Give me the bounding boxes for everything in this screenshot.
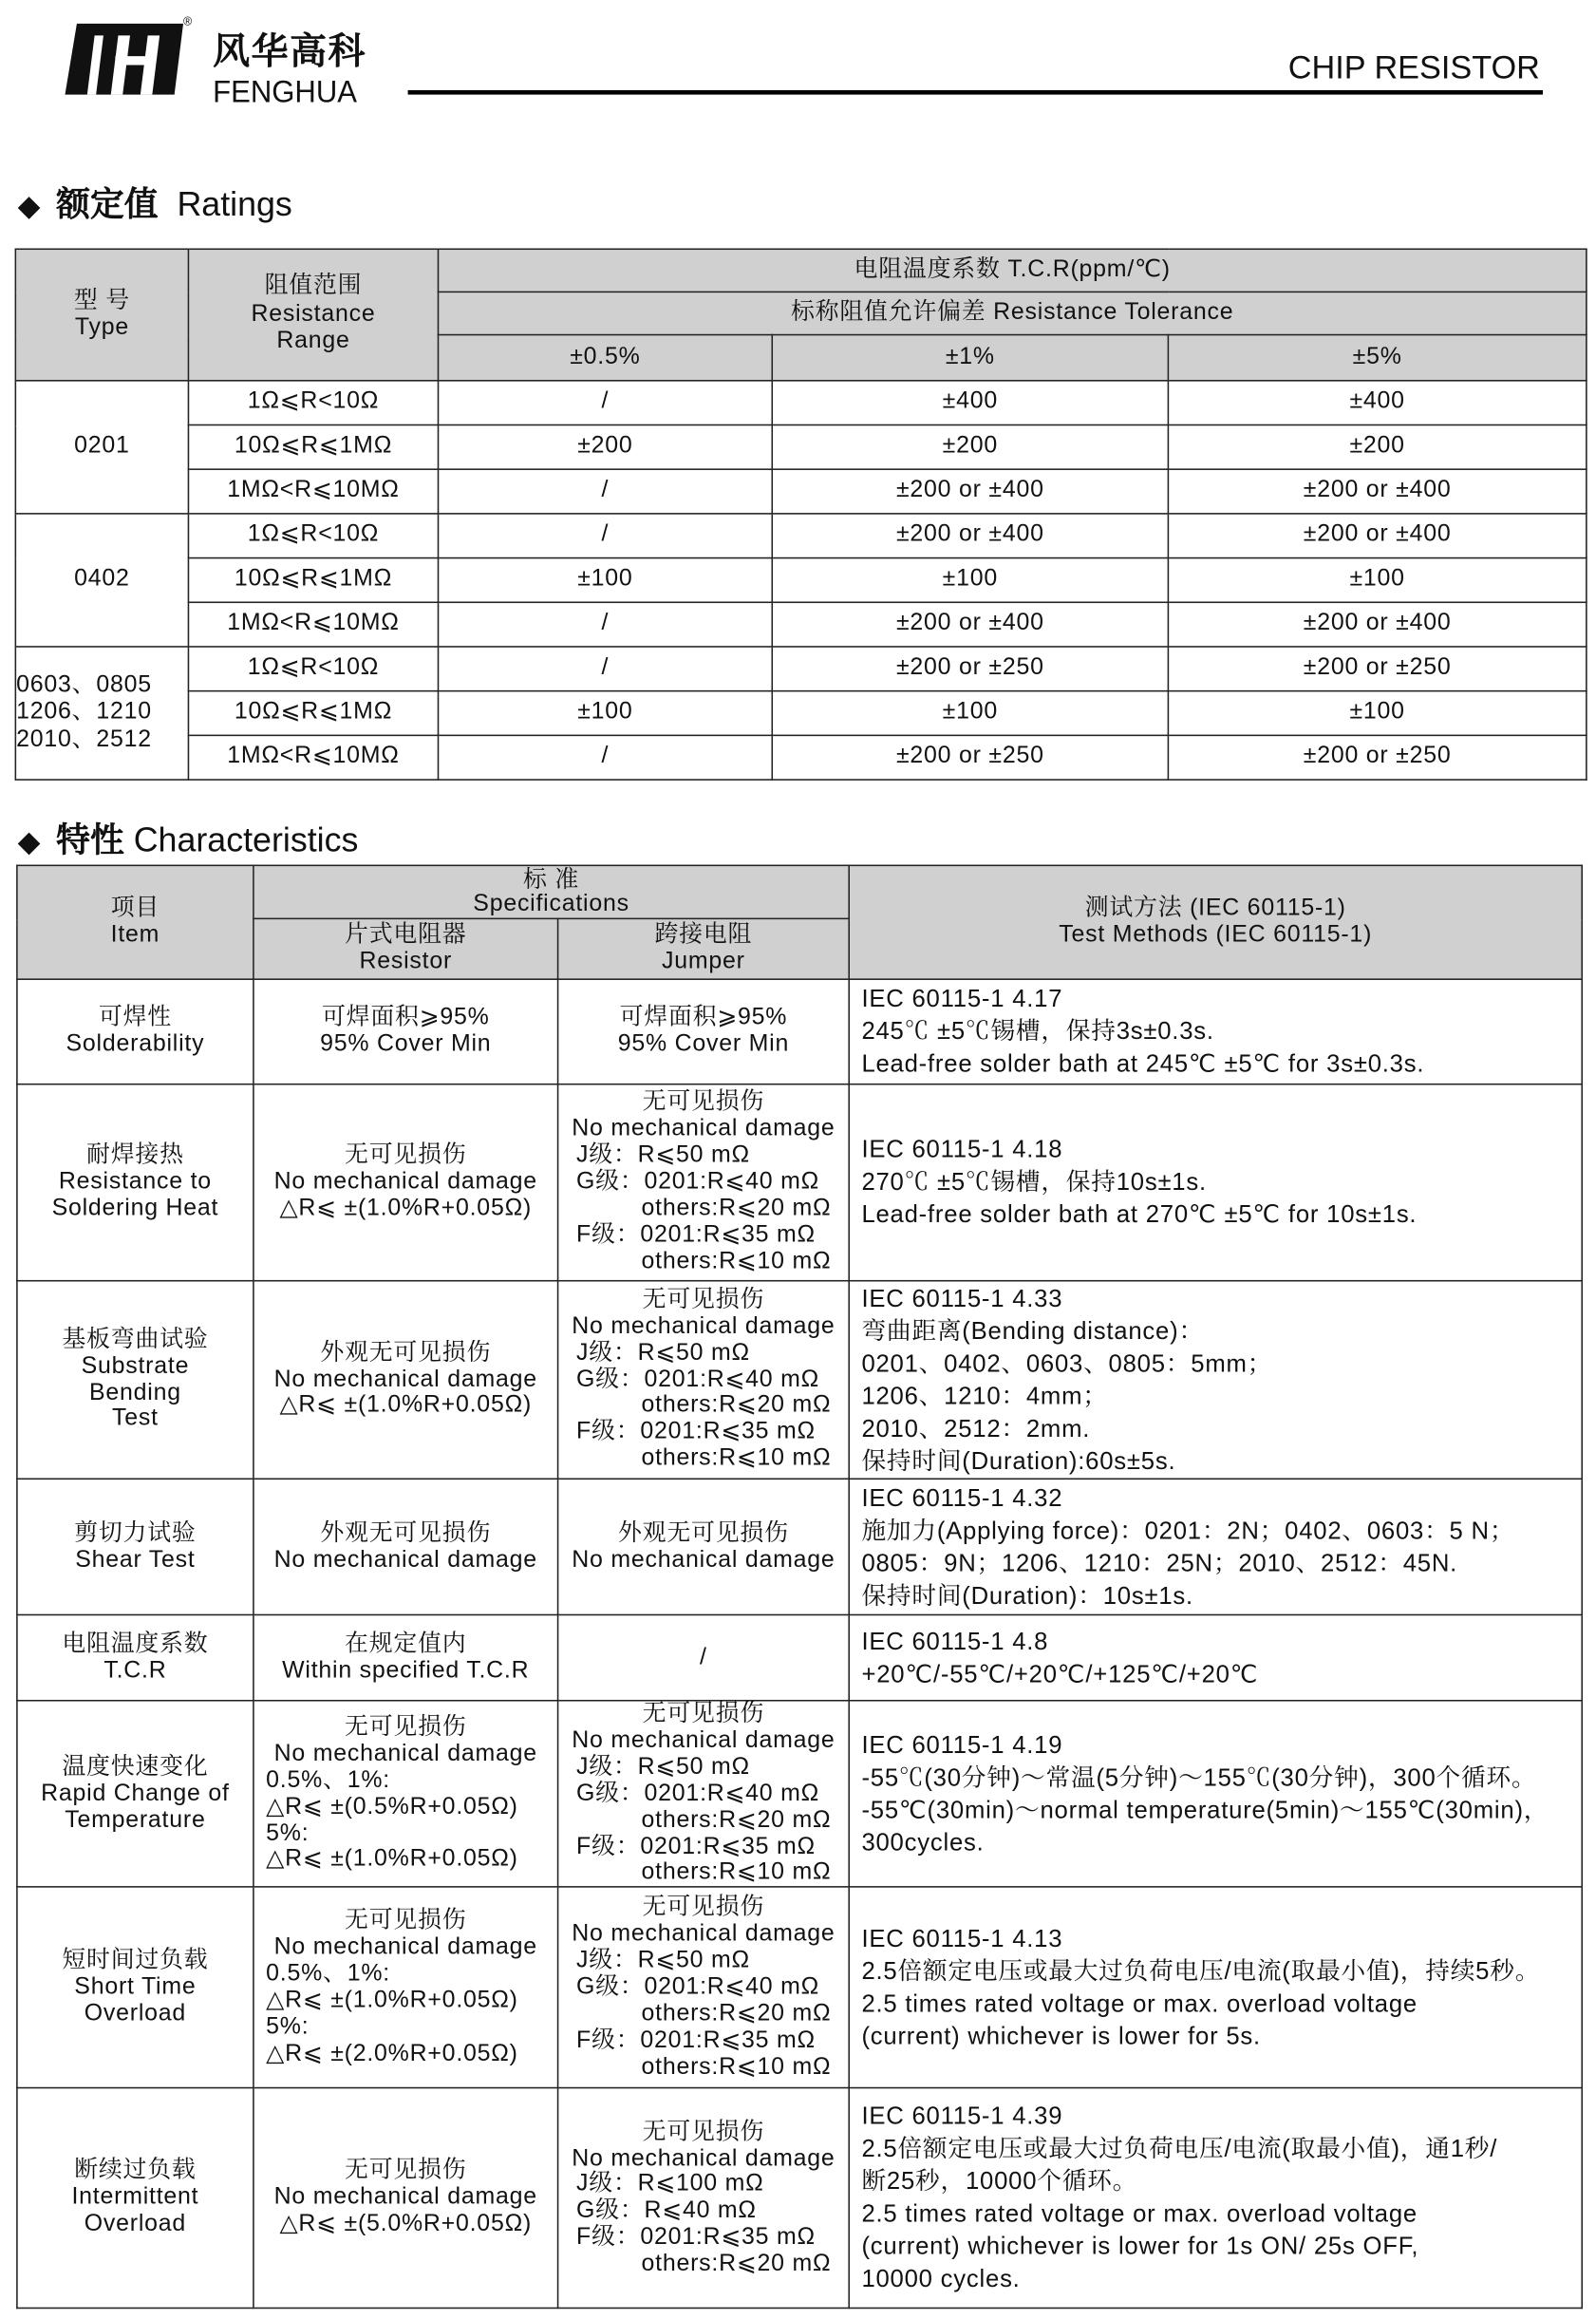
jumper-line: 95% Cover Min: [617, 1031, 790, 1057]
resistor-line: No mechanical damage: [273, 1934, 537, 1960]
resistor-line: 无可见损伤: [345, 1908, 467, 1934]
header-resistor: 片式电阻器 Resistor: [253, 918, 558, 979]
method-line: Lead-free solder bath at 270℃ ±5℃ for 10s±1s.: [861, 1201, 1418, 1229]
method-line: 2.5倍额定电压或最大过负荷电压/电流(取最小值)，通1秒/: [861, 2136, 1498, 2163]
jumper-line: others:R⩽20 mΩ: [641, 2251, 832, 2277]
resistor-line: △R⩽ ±(1.0%R+0.05Ω): [266, 1846, 518, 1873]
test-method-cell: [849, 1614, 1582, 1700]
registered-mark: ®: [183, 14, 193, 28]
resistor-spec-cell: [253, 1281, 558, 1480]
resistor-line: △R⩽ ±(2.0%R+0.05Ω): [266, 2040, 518, 2066]
header-tol-0-5: ±0.5%: [439, 335, 773, 381]
method-line: IEC 60115-1 4.13: [861, 1925, 1063, 1952]
jumper-line: J级：R⩽100 mΩ: [576, 2172, 764, 2197]
test-method-cell: [849, 979, 1582, 1084]
range-cell: 10Ω⩽R⩽1MΩ: [188, 558, 438, 603]
jumper-line: No mechanical damage: [572, 1727, 836, 1753]
tcr-cell: ±100: [772, 558, 1168, 603]
item-line: Overload: [84, 2001, 187, 2027]
tcr-cell: ±200 or ±250: [772, 735, 1168, 780]
method-line: 2010、2512：2mm.: [861, 1415, 1091, 1442]
table-row: [15, 735, 1587, 780]
jumper-line: others:R⩽10 mΩ: [641, 1859, 832, 1886]
test-method-cell: [849, 1701, 1582, 1888]
header-range: 阻值范围 Resistance Range: [188, 249, 438, 381]
jumper-line: others:R⩽20 mΩ: [641, 1392, 832, 1419]
characteristics-heading-en: Characteristics: [133, 820, 359, 859]
tcr-cell: ±100: [439, 691, 773, 736]
jumper-spec-cell: [558, 979, 850, 1084]
method-line: 0805：9N；1206、1210：25N；2010、2512：45N.: [861, 1549, 1458, 1577]
header-test-methods: 测试方法 (IEC 60115-1) Test Methods (IEC 60115-1): [849, 865, 1582, 979]
item-cell: [17, 1701, 253, 1888]
characteristics-heading: [18, 813, 359, 861]
resistor-line: No mechanical damage: [273, 1741, 537, 1766]
resistor-line: No mechanical damage: [273, 1367, 537, 1392]
resistor-line: △R⩽ ±(0.5%R+0.05Ω): [266, 1794, 518, 1819]
table-row: [15, 514, 1587, 558]
tcr-cell: ±200 or ±400: [772, 469, 1168, 514]
method-line: IEC 60115-1 4.19: [861, 1731, 1063, 1759]
resistor-line: 无可见损伤: [345, 2159, 467, 2184]
resistor-line: △R⩽ ±(1.0%R+0.05Ω): [279, 1392, 533, 1419]
jumper-line: J级：R⩽50 mΩ: [576, 1142, 750, 1168]
resistor-line: 无可见损伤: [345, 1714, 467, 1740]
resistor-line: 5%:: [266, 2014, 310, 2040]
method-line: +20℃/-55℃/+20℃/+125℃/+20℃: [861, 1660, 1259, 1687]
item-line: 耐焊接热: [86, 1142, 184, 1168]
item-line: Substrate: [81, 1353, 190, 1379]
type-label: 0201: [74, 433, 130, 459]
table-row: [15, 469, 1587, 514]
jumper-line: /: [700, 1644, 707, 1670]
jumper-line: G级：0201:R⩽40 mΩ: [576, 1367, 820, 1392]
tcr-cell: ±100: [1168, 558, 1586, 603]
jumper-line: others:R⩽20 mΩ: [641, 2001, 832, 2027]
jumper-line: others:R⩽10 mΩ: [641, 1445, 832, 1472]
characteristics-heading-cn: 特性: [56, 820, 124, 859]
jumper-line: 可焊面积⩾95%: [619, 1005, 788, 1031]
range-cell: 10Ω⩽R⩽1MΩ: [188, 691, 438, 736]
header-rule: [408, 90, 1543, 95]
tcr-cell: ±100: [1168, 691, 1586, 736]
tcr-cell: ±100: [439, 558, 773, 603]
table-row: [15, 381, 1587, 425]
jumper-spec-cell: [558, 1701, 850, 1888]
tcr-cell: ±200 or ±250: [772, 647, 1168, 691]
item-cell: [17, 1084, 253, 1281]
method-line: 保持时间(Duration):60s±5s.: [861, 1447, 1176, 1475]
tcr-cell: /: [439, 647, 773, 691]
resistor-spec-cell: [253, 1614, 558, 1700]
item-line: Resistance to: [58, 1169, 212, 1195]
type-label: 2010、2512: [16, 726, 152, 752]
jumper-line: 无可见损伤: [642, 1895, 765, 1921]
resistor-spec-cell: [253, 1887, 558, 2088]
resistor-line: 5%:: [266, 1819, 310, 1846]
test-method-cell: [849, 1887, 1582, 2088]
resistor-spec-cell: [253, 2088, 558, 2309]
characteristic-row: [17, 1701, 1582, 1888]
method-line: IEC 60115-1 4.32: [861, 1484, 1063, 1512]
item-line: T.C.R: [103, 1657, 167, 1684]
jumper-line: J级：R⩽50 mΩ: [576, 1340, 750, 1366]
method-line: 245℃ ±5℃锡槽，保持3s±0.3s.: [861, 1018, 1214, 1046]
logo-text-cn: 风华高科: [213, 30, 367, 73]
tcr-cell: ±400: [1168, 381, 1586, 425]
jumper-line: others:R⩽20 mΩ: [641, 1807, 832, 1833]
jumper-line: No mechanical damage: [572, 1546, 836, 1573]
item-cell: [17, 1281, 253, 1480]
resistor-line: △R⩽ ±(1.0%R+0.05Ω): [279, 1196, 533, 1221]
header-tol-5: ±5%: [1168, 335, 1586, 381]
test-method-cell: [849, 1281, 1582, 1480]
type-label: 0603、0805: [16, 672, 152, 698]
item-cell: [17, 1479, 253, 1614]
item-line: Test: [112, 1405, 159, 1432]
jumper-line: F级：0201:R⩽35 mΩ: [576, 2027, 816, 2053]
header-item: 项目 Item: [17, 865, 253, 979]
method-line: 0201、0402、0603、0805：5mm；: [861, 1349, 1273, 1377]
method-line: 2.5倍额定电压或最大过负荷电压/电流(取最小值)，持续5秒。: [861, 1958, 1541, 1986]
header-tcr: 电阻温度系数 T.C.R(ppm/℃): [439, 249, 1587, 292]
tcr-cell: /: [439, 381, 773, 425]
item-line: Solderability: [66, 1031, 205, 1057]
method-line: 10000 cycles.: [861, 2266, 1021, 2293]
resistor-spec-cell: [253, 979, 558, 1084]
diamond-bullet-icon: ◆: [17, 826, 41, 859]
logo-text-en: FENGHUA: [213, 75, 357, 110]
method-line: 弯曲距离(Bending distance)：: [861, 1317, 1204, 1345]
resistor-line: No mechanical damage: [273, 1169, 537, 1195]
jumper-line: F级：0201:R⩽35 mΩ: [576, 1419, 816, 1445]
table-row: [15, 691, 1587, 736]
diamond-bullet-icon: ◆: [17, 190, 41, 224]
resistor-line: 在规定值内: [345, 1631, 467, 1657]
method-line: IEC 60115-1 4.8: [861, 1628, 1049, 1655]
tcr-cell: ±200 or ±400: [772, 602, 1168, 647]
resistor-spec-cell: [253, 1479, 558, 1614]
tcr-cell: ±200: [772, 424, 1168, 469]
jumper-spec-cell: [558, 1614, 850, 1700]
resistor-line: 无可见损伤: [345, 1142, 467, 1168]
characteristic-row: [17, 979, 1582, 1084]
resistor-line: 0.5%、1%:: [266, 1767, 390, 1793]
jumper-line: G级：R⩽40 mΩ: [576, 2198, 757, 2224]
item-cell: [17, 1614, 253, 1700]
type-cell: [15, 647, 188, 780]
type-cell: [15, 514, 188, 647]
range-cell: 1Ω⩽R<10Ω: [188, 647, 438, 691]
jumper-line: F级：0201:R⩽35 mΩ: [576, 2224, 816, 2251]
range-cell: 1MΩ<R⩽10MΩ: [188, 602, 438, 647]
jumper-line: No mechanical damage: [572, 1116, 836, 1141]
jumper-line: others:R⩽20 mΩ: [641, 1196, 832, 1221]
item-cell: [17, 1887, 253, 2088]
resistor-line: Within specified T.C.R: [282, 1657, 530, 1684]
characteristic-row: [17, 1887, 1582, 2088]
range-cell: 10Ω⩽R⩽1MΩ: [188, 424, 438, 469]
tcr-cell: ±400: [772, 381, 1168, 425]
tcr-cell: /: [439, 735, 773, 780]
item-line: Short Time: [74, 1974, 197, 2000]
method-line: (current) whichever is lower for 1s ON/ 25s OFF,: [861, 2234, 1419, 2261]
method-line: 2.5 times rated voltage or max. overload voltage: [861, 2201, 1418, 2229]
jumper-spec-cell: [558, 2088, 850, 2309]
tcr-cell: ±100: [772, 691, 1168, 736]
jumper-line: No mechanical damage: [572, 1313, 836, 1339]
table-row: [15, 647, 1587, 691]
item-cell: [17, 979, 253, 1084]
range-cell: 1MΩ<R⩽10MΩ: [188, 735, 438, 780]
jumper-line: 无可见损伤: [642, 1701, 765, 1726]
method-line: 270℃ ±5℃锡槽，保持10s±1s.: [861, 1169, 1207, 1197]
range-cell: 1MΩ<R⩽10MΩ: [188, 469, 438, 514]
header-tol-1: ±1%: [772, 335, 1168, 381]
tcr-cell: /: [439, 514, 773, 558]
resistor-line: No mechanical damage: [273, 1546, 537, 1573]
header-type: 型 号 Type: [15, 249, 188, 381]
fenghua-logo: [65, 14, 404, 110]
fenghua-logo-mark-icon: [65, 21, 186, 98]
item-line: 电阻温度系数: [62, 1631, 209, 1657]
resistor-line: 0.5%、1%:: [266, 1961, 390, 1987]
type-label: 1206、1210: [16, 699, 152, 726]
table-row: [15, 558, 1587, 603]
jumper-spec-cell: [558, 1887, 850, 2088]
characteristic-row: [17, 1281, 1582, 1480]
jumper-line: No mechanical damage: [572, 1921, 836, 1948]
jumper-line: No mechanical damage: [572, 2145, 836, 2171]
table-row: [15, 424, 1587, 469]
header-specifications: 标 准 Specifications: [253, 865, 849, 918]
resistor-spec-cell: [253, 1701, 558, 1888]
method-line: IEC 60115-1 4.17: [861, 986, 1063, 1013]
test-method-cell: [849, 1479, 1582, 1614]
range-cell: 1Ω⩽R<10Ω: [188, 514, 438, 558]
item-line: 基板弯曲试验: [62, 1327, 209, 1352]
item-line: Overload: [84, 2211, 187, 2237]
item-line: Soldering Heat: [51, 1196, 219, 1221]
tcr-cell: ±200: [1168, 424, 1586, 469]
jumper-line: G级：0201:R⩽40 mΩ: [576, 1974, 820, 2000]
header-jumper: 跨接电阻 Jumper: [558, 918, 850, 979]
method-line: Lead-free solder bath at 245℃ ±5℃ for 3s±0.3s.: [861, 1050, 1425, 1078]
item-line: 断续过负载: [74, 2159, 197, 2184]
resistor-line: 外观无可见损伤: [320, 1340, 492, 1366]
item-line: Shear Test: [75, 1546, 196, 1573]
resistor-line: 外观无可见损伤: [320, 1520, 492, 1546]
jumper-line: G级：0201:R⩽40 mΩ: [576, 1781, 820, 1806]
item-cell: [17, 2088, 253, 2309]
method-line: IEC 60115-1 4.33: [861, 1285, 1063, 1312]
range-cell: 1Ω⩽R<10Ω: [188, 381, 438, 425]
ratings-heading-cn: 额定值: [56, 184, 159, 224]
header-tolerance: 标称阻值允许偏差 Resistance Tolerance: [439, 292, 1587, 334]
tcr-cell: ±200 or ±250: [1168, 735, 1586, 780]
characteristic-row: [17, 1479, 1582, 1614]
method-line: (current) whichever is lower for 5s.: [861, 2023, 1261, 2050]
jumper-line: 无可见损伤: [642, 1287, 765, 1312]
tcr-cell: /: [439, 469, 773, 514]
method-line: 300cycles.: [861, 1829, 985, 1857]
jumper-spec-cell: [558, 1084, 850, 1281]
tcr-cell: ±200 or ±250: [1168, 647, 1586, 691]
item-line: Bending: [88, 1379, 181, 1405]
method-line: 断25秒，10000个循环。: [861, 2168, 1138, 2196]
jumper-line: F级：0201:R⩽35 mΩ: [576, 1222, 816, 1248]
characteristic-row: [17, 1084, 1582, 1281]
document-title: CHIP RESISTOR: [1287, 48, 1540, 86]
method-line: 2.5 times rated voltage or max. overload voltage: [861, 1990, 1418, 2018]
tcr-cell: ±200 or ±400: [1168, 514, 1586, 558]
resistor-line: △R⩽ ±(1.0%R+0.05Ω): [266, 1988, 518, 2013]
tcr-cell: ±200 or ±400: [1168, 469, 1586, 514]
type-cell: [15, 381, 188, 514]
item-line: 可焊性: [98, 1005, 172, 1031]
jumper-spec-cell: [558, 1479, 850, 1614]
method-line: -55℃(30min)～normal temperature(5min)～155℃(30min)，: [861, 1797, 1549, 1824]
characteristic-row: [17, 2088, 1582, 2309]
test-method-cell: [849, 1084, 1582, 1281]
item-line: Temperature: [65, 1807, 206, 1833]
jumper-line: J级：R⩽50 mΩ: [576, 1948, 750, 1973]
jumper-line: 无可见损伤: [642, 2119, 765, 2144]
method-line: -55℃(30分钟)～常温(5分钟)～155℃(30分钟)，300个循环。: [861, 1763, 1537, 1791]
jumper-spec-cell: [558, 1281, 850, 1480]
table-row: [15, 602, 1587, 647]
test-method-cell: [849, 2088, 1582, 2309]
type-label: 0402: [74, 566, 130, 593]
characteristics-table: [16, 865, 1583, 2310]
method-line: IEC 60115-1 4.18: [861, 1136, 1063, 1163]
method-line: 1206、1210：4mm；: [861, 1383, 1108, 1410]
ratings-heading-en: Ratings: [177, 184, 292, 224]
tcr-cell: /: [439, 602, 773, 647]
method-line: 保持时间(Duration)：10s±1s.: [861, 1582, 1193, 1610]
tcr-cell: ±200: [439, 424, 773, 469]
jumper-line: 无可见损伤: [642, 1089, 765, 1116]
resistor-line: 95% Cover Min: [320, 1031, 492, 1057]
jumper-line: F级：0201:R⩽35 mΩ: [576, 1833, 816, 1859]
jumper-line: others:R⩽10 mΩ: [641, 1248, 832, 1274]
item-line: 剪切力试验: [74, 1520, 197, 1546]
jumper-line: G级：0201:R⩽40 mΩ: [576, 1169, 820, 1195]
tcr-cell: ±200 or ±400: [772, 514, 1168, 558]
resistor-line: 可焊面积⩾95%: [321, 1005, 490, 1031]
characteristic-row: [17, 1614, 1582, 1700]
jumper-line: 外观无可见损伤: [617, 1520, 789, 1546]
item-line: 短时间过负载: [62, 1948, 209, 1973]
item-line: 温度快速变化: [62, 1754, 209, 1780]
tcr-cell: ±200 or ±400: [1168, 602, 1586, 647]
ratings-heading: [18, 178, 292, 226]
jumper-line: J级：R⩽50 mΩ: [576, 1754, 750, 1780]
resistor-line: No mechanical damage: [273, 2185, 537, 2211]
jumper-line: others:R⩽10 mΩ: [641, 2053, 832, 2080]
method-line: 施加力(Applying force)：0201：2N；0402、0603：5 N；: [861, 1517, 1515, 1544]
ratings-table: [15, 248, 1587, 780]
item-line: Intermittent: [71, 2185, 199, 2211]
item-line: Rapid Change of: [41, 1781, 230, 1806]
method-line: IEC 60115-1 4.39: [861, 2103, 1063, 2131]
resistor-line: △R⩽ ±(5.0%R+0.05Ω): [279, 2211, 533, 2237]
resistor-spec-cell: [253, 1084, 558, 1281]
